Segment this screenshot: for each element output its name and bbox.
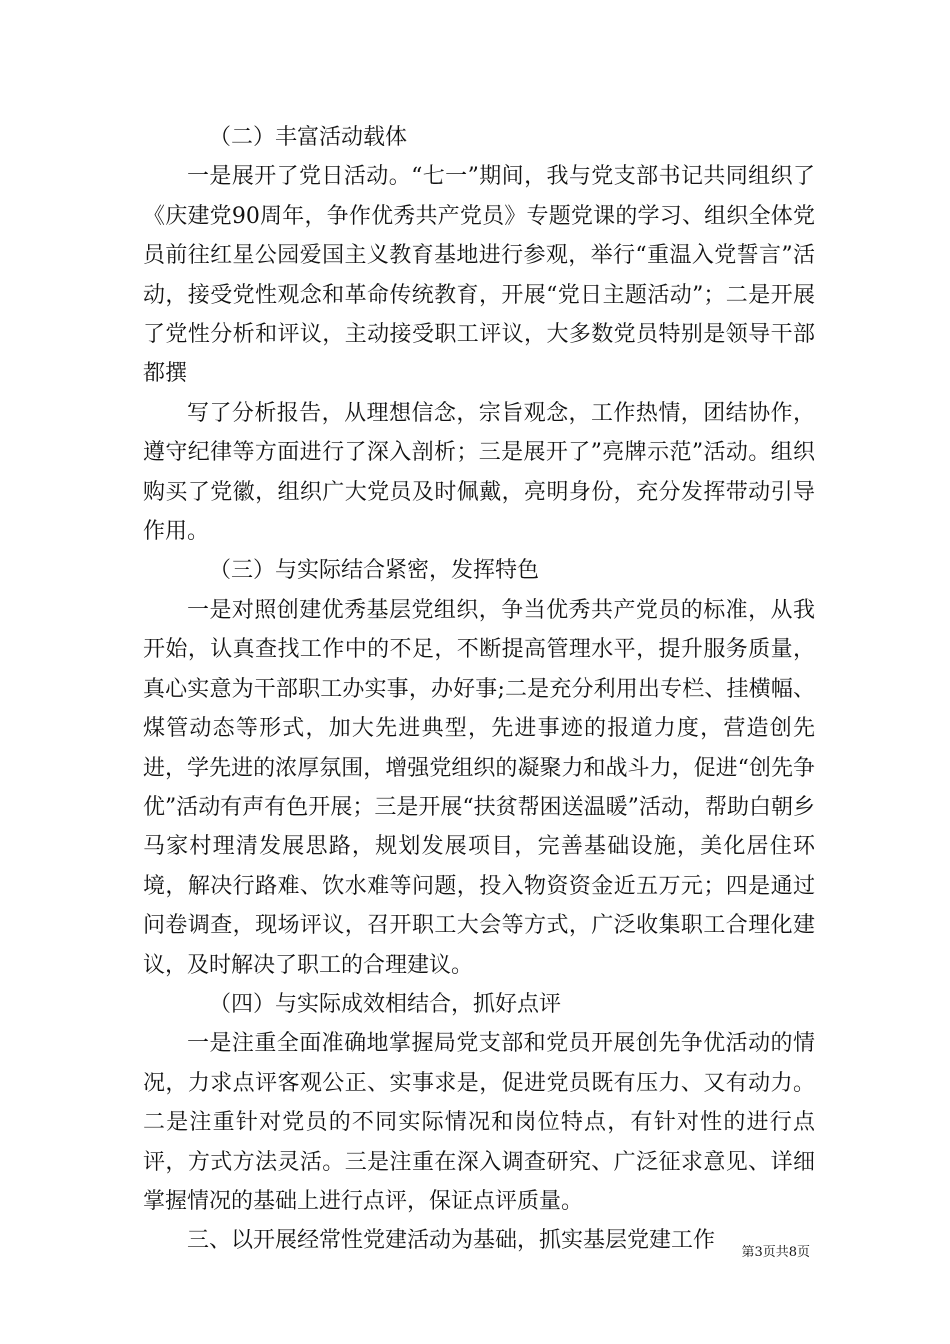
section-heading-3: （三）与实际结合紧密，发挥特色: [209, 558, 540, 584]
section-heading-2: （二）丰富活动载体: [209, 125, 408, 150]
paragraph: 一是对照创建优秀基层党组织，争当优秀共产党员的标准，从我开始，认真查找工作中的不足，不断提高管理水平，提升服务质量，真心实意为干部职工办实事，办好事;二是充分利用出专栏、挂横幅、煤管动态等形式，加大先进典型，先进事迹的报道力度，营造创先进，学先进的浓厚氛围，增强党组织的凝聚力和战斗力，促进“创先争优”活动有声有色开展；三是开展“扶贫帮困送温暖”活动，帮助白朝乡马家村理清发展思路，规划发展项目，完善基础设施，美化居住环境，解决行路难、饮水难等问题，投入物资资金近五万元；四是通过问卷调查，现场评议，召开职工大会等方式，广泛收集职工合理化建议，及时解决了职工的合理建议。: [143, 597, 815, 978]
document-body: [143, 118, 815, 1261]
paragraph: 写了分析报告，从理想信念，宗旨观念，工作热情，团结协作，遵守纪律等方面进行了深入剖析；三是展开了”亮牌示范”活动。组织购买了党徽，组织广大党员及时佩戴，亮明身份，充分发挥带动引导作用。: [143, 400, 815, 545]
paragraph: 一是展开了党日活动。“七一”期间，我与党支部书记共同组织了《庆建党90周年，争作优秀共产党员》专题党课的学习、组织全体党员前往红星公园爱国主义教育基地进行参观，举行“重温入党誓言”活动，接受党性观念和革命传统教育，开展“党日主题活动”；二是开展了党性分析和评议，主动接受职工评议，大多数党员特别是领导干部都撰: [143, 164, 815, 387]
paragraph: 一是注重全面准确地掌握局党支部和党员开展创先争优活动的情况，力求点评客观公正、实事求是，促进党员既有压力、又有动力。二是注重针对党员的不同实际情况和岗位特点，有针对性的进行点评，方式方法灵活。三是注重在深入调查研究、广泛征求意见、详细掌握情况的基础上进行点评，保证点评质量。: [143, 1031, 815, 1214]
page-number-footer: 第3页共8页: [741, 1245, 810, 1260]
section-heading-4: （四）与实际成效相结合，抓好点评: [209, 991, 562, 1017]
section-heading-main: 三、以开展经常性党建活动为基础，抓实基层党建工作: [187, 1228, 716, 1254]
